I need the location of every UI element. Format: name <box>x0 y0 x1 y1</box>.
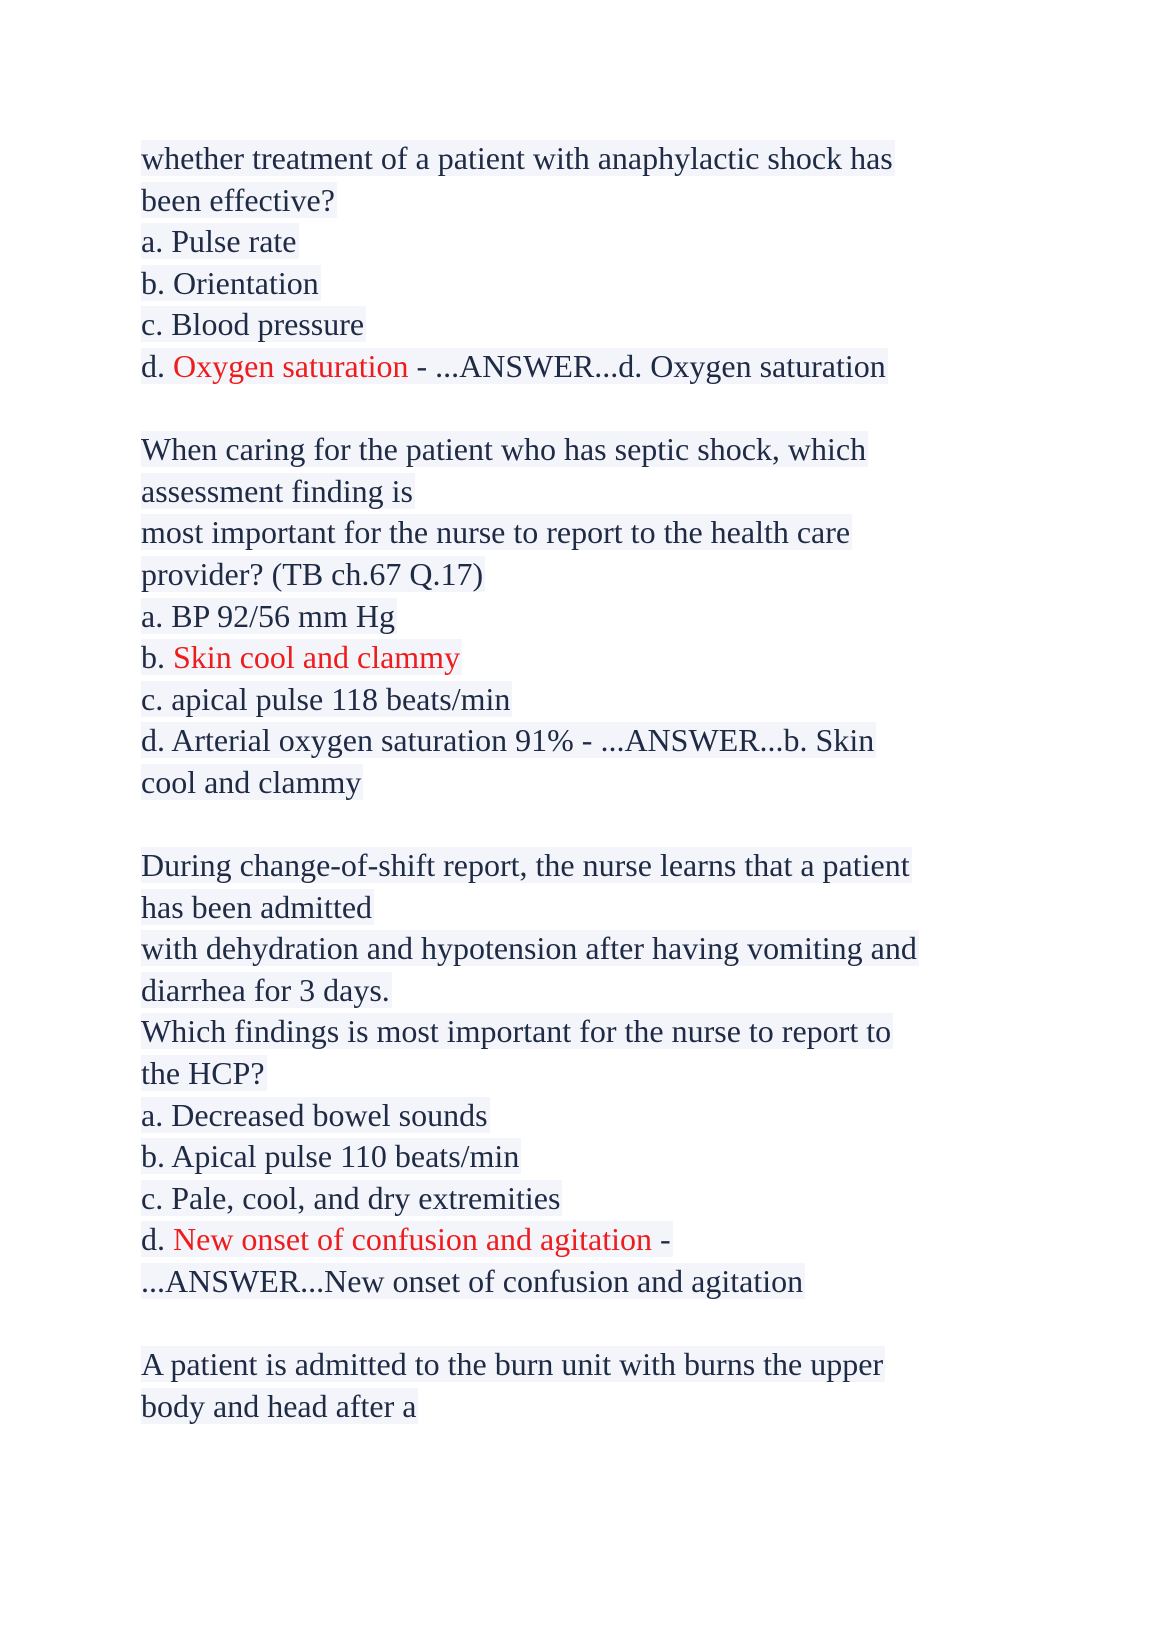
option-c: c. apical pulse 118 beats/min <box>141 680 511 717</box>
question-stem-line: the HCP? <box>141 1055 265 1092</box>
question-2 <box>141 429 1041 803</box>
option-b: b. Orientation <box>141 264 319 301</box>
answer-continuation: cool and clammy <box>141 763 362 800</box>
correct-answer-highlight: Oxygen saturation <box>173 347 409 384</box>
question-stem-line: assessment finding is <box>141 472 413 509</box>
question-stem-line: provider? (TB ch.67 Q.17) <box>141 555 484 592</box>
question-stem-line: diarrhea for 3 days. <box>141 971 390 1008</box>
option-a: a. Pulse rate <box>141 223 297 260</box>
option-b: b. Apical pulse 110 beats/min <box>141 1138 520 1175</box>
question-stem-line: Which findings is most important for the nurse to report to <box>141 1013 892 1050</box>
option-d-answer: d. Arterial oxygen saturation 91% - ...ANSWER...b. Skin <box>141 722 875 759</box>
option-c: c. Blood pressure <box>141 306 365 343</box>
option-d <box>141 1219 1041 1261</box>
option-d-answer <box>141 346 1041 388</box>
question-stem-line: During change-of-shift report, the nurse learns that a patient <box>141 847 910 884</box>
answer-separator: - <box>652 1221 671 1258</box>
question-stem-line: most important for the nurse to report to the health care <box>141 514 851 551</box>
question-3 <box>141 845 1041 1303</box>
question-stem-line: whether treatment of a patient with anaphylactic shock has <box>141 140 893 176</box>
question-stem-line: has been admitted <box>141 888 373 925</box>
document-page <box>141 138 1041 1427</box>
option-label: d. <box>141 1221 173 1258</box>
option-a: a. Decreased bowel sounds <box>141 1096 488 1133</box>
paragraph-gap <box>141 388 1041 430</box>
paragraph-gap <box>141 804 1041 846</box>
option-a: a. BP 92/56 mm Hg <box>141 597 395 634</box>
correct-answer-highlight: New onset of confusion and agitation <box>173 1221 652 1258</box>
question-stem-line: A patient is admitted to the burn unit with burns the upper <box>141 1346 884 1383</box>
question-stem-line: When caring for the patient who has septic shock, which <box>141 431 867 468</box>
answer-text: - ...ANSWER...d. Oxygen saturation <box>408 347 886 384</box>
question-stem-line: with dehydration and hypotension after having vomiting and <box>141 930 917 967</box>
question-stem-line: been effective? <box>141 181 335 218</box>
option-label: b. <box>141 639 173 676</box>
paragraph-gap <box>141 1303 1041 1345</box>
question-4 <box>141 1344 1041 1427</box>
option-b <box>141 637 1041 679</box>
option-label: d. <box>141 347 173 384</box>
option-c: c. Pale, cool, and dry extremities <box>141 1179 561 1216</box>
answer-line: ...ANSWER...New onset of confusion and agitation <box>141 1263 804 1300</box>
question-stem-line: body and head after a <box>141 1387 417 1424</box>
question-1 <box>141 138 1041 388</box>
correct-answer-highlight: Skin cool and clammy <box>173 639 461 676</box>
